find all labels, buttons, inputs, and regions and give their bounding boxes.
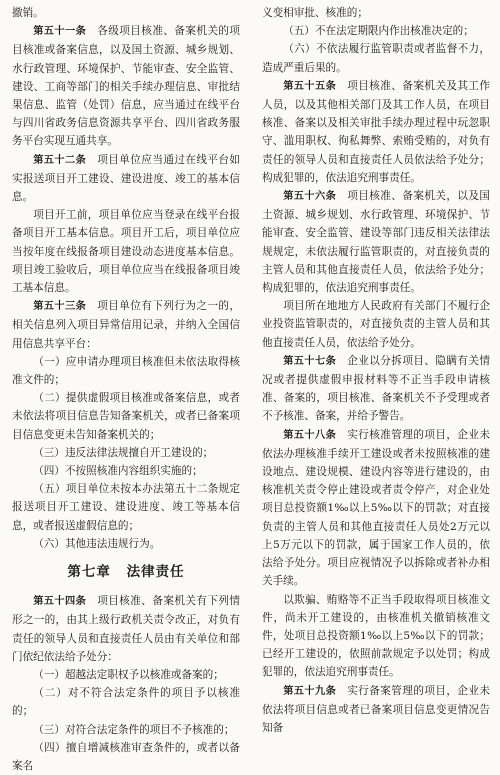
article-57: [262, 352, 490, 426]
article-text: 项目核准、备案机关，以及国土资源、城乡规划、水行政管理、环境保护、节能审查、安全监管、建设等部门违反相关法律法规规定，未依法履行监管职责的，对直接负责的主管人员和其他直接责任人员，依法给予处分；构成犯罪的，依法追究刑事责任。: [262, 190, 491, 295]
article-number: 第五十五条: [283, 80, 337, 92]
article-number: 第五十一条: [33, 26, 87, 38]
list-item: （六）不依法履行监管职责或者监督不力，造成严重后果的。: [262, 43, 490, 74]
list-item: （四）不按照核准内容组织实施的；: [33, 465, 203, 478]
article-number: 第五十七条: [283, 355, 337, 367]
article-text: 各级项目核准、备案机关的项目核准或备案信息，以及国土资源、城乡规划、水行政管理、环境保护、节能审查、安全监管、建设、工商等部门的相关手续办理信息、审批结果信息、监管（处罚）信息，应当通过在线平台与四川省政务信息资源共享平台、四川省政务服务平台实现互通共享。: [12, 25, 241, 148]
article-number: 第五十六条: [283, 191, 337, 203]
list-item: （一）应申请办理项目核准但未依法取得核准文件的；: [12, 355, 240, 387]
article-number: 第五十二条: [33, 154, 87, 166]
list-item: （三）对符合法定条件的项目不予核准的；: [33, 723, 235, 736]
list-item: （四）擅自增减核准审查条件的，或者以备案名: [12, 741, 240, 772]
chapter-heading: [12, 562, 240, 582]
article-56: [262, 187, 490, 297]
article-58-paragraph-2: 以欺骗、贿赂等不正当手段取得项目核准文件，尚未开工建设的，由核准机关撤销核准文件，处项目总投资额1‰以上5‰以下的罚款；已经开工建设的，依照前款规定予以处罚；构成犯罪的，依法追究刑事责任。: [262, 593, 490, 679]
article-52-paragraph-2: 项目开工前，项目单位应当登录在线平台报备项目开工基本信息。项目开工后，项目单位应当按年度在线报备项目建设动态进度基本信息。项目竣工验收后，项目单位应当在线报备项目竣工基本信息。: [12, 209, 240, 295]
article-text: 项目单位应当通过在线平台如实报送项目开工建设、建设进度、竣工的基本信息。: [12, 153, 241, 204]
article-52: [12, 151, 240, 207]
article-text: 企业以分拆项目、隐瞒有关情况或者提供虚假申报材料等不正当手段申请核准、备案的，项目核准、备案机关不予受理或者不予核准、备案，并给予警告。: [262, 354, 491, 423]
list-item: （一）超越法定职权予以核准或备案的；: [33, 668, 224, 681]
article-59: [262, 682, 490, 738]
article-text: 项目核准、备案机关有下列情形之一的，由其上级行政机关责令改正，对负有责任的领导人员和直接责任人员由有关单位和部门依纪依法给予处分：: [12, 595, 241, 663]
list-item: （二）对不符合法定条件的项目予以核准的；: [12, 687, 240, 718]
chapter-title: 法律责任: [126, 564, 185, 581]
article-56-paragraph-2: 项目所在地地方人民政府有关部门不履行企业投资监管职责的，对直接负责的主管人员和其他直接责任人员，依法给予处分。: [262, 300, 490, 349]
right-column: [262, 4, 491, 734]
list-item: （五）不在法定期限内作出核准决定的；: [283, 25, 474, 38]
article-number: 第五十八条: [283, 429, 337, 441]
list-item: （六）其他违法违规行为。: [33, 537, 161, 550]
article-54: [12, 592, 240, 666]
article-text: 项目单位有下列行为之一的，相关信息列入项目异常信用记录，并纳入全国信用信息共享平台：: [12, 300, 241, 350]
article-number: 第五十四条: [33, 596, 87, 608]
article-55: [262, 77, 490, 187]
article-51: [12, 22, 240, 150]
continued-text: 撤销。: [12, 7, 44, 19]
article-text: 实行核准管理的项目，企业未依法办理核准手续开工建设或者未按照核准的建设地点、建设规模、建设内容等进行建设的，由核准机关责令停止建设或者责令停产，对企业处项目总投资额1‰以上5‰以下的罚款；对直接负责的主管人员和其他直接责任人员处2万元以上5万元以下的罚款，属于国家工作人员的，依法给予处分。项目应视情况予以拆除或者补办相关手续。: [262, 428, 491, 588]
article-number: 第五十九条: [283, 685, 337, 697]
article-text: 项目核准、备案机关及其工作人员，以及其他相关部门及其工作人员，在项目核准、备案以及相关审批手续办理过程中玩忽职守、滥用职权、徇私舞弊、索贿受贿的，对负有责任的领导人员和直接责任人员依法给予处分；构成犯罪的，依法追究刑事责任。: [262, 79, 491, 184]
left-column: [12, 4, 241, 772]
list-item: （五）项目单位未按本办法第五十二条规定报送项目开工建设、建设进度、竣工等基本信息，或者报送虚假信息的；: [12, 483, 240, 532]
article-text: 实行备案管理的项目，企业未依法将项目信息或者已备案项目信息变更情况告知备: [262, 684, 491, 734]
chapter-number: 第七章: [67, 564, 111, 581]
article-53: [12, 297, 240, 353]
list-item: （三）违反法律法规擅自开工建设的；: [33, 446, 214, 459]
article-number: 第五十三条: [33, 301, 87, 313]
continued-text: 义变相审批、核准的；: [262, 7, 368, 19]
list-item: （二）提供虚假项目核准或备案信息，或者未依法将项目信息告知备案机关，或者已备案项目信息变更未告知备案机关的；: [12, 392, 240, 441]
article-58: [262, 426, 490, 591]
